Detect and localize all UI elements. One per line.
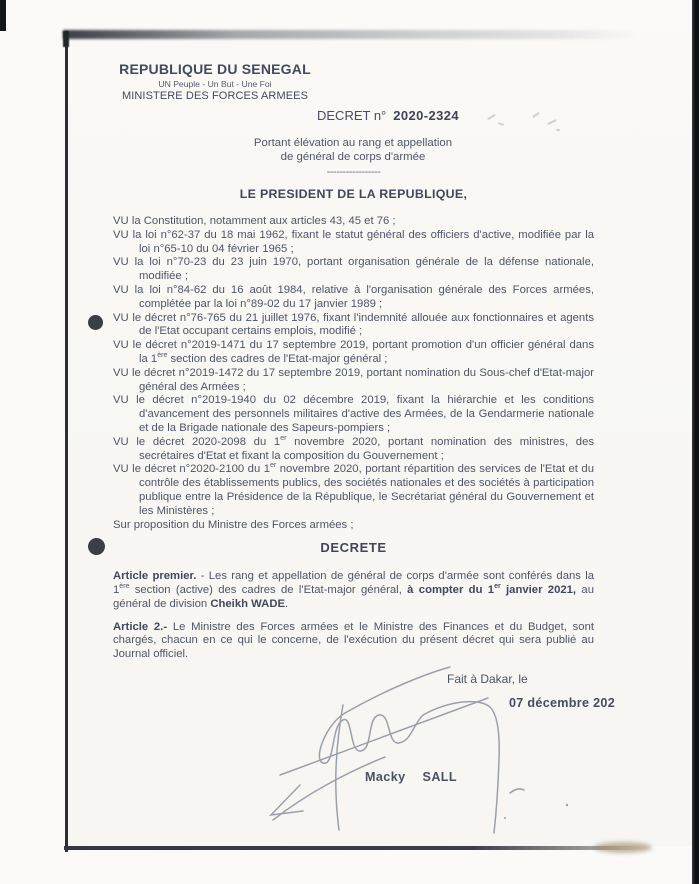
scanner-right-edge (692, 0, 699, 884)
decree-subject (238, 137, 468, 164)
visa-list (113, 215, 594, 519)
proposition-line: Sur proposition du Ministre des Forces armées ; (113, 518, 354, 531)
visa-item: VU la loi n°84-62 du 16 août 1984, relative à l'organisation générale des Forces armées, complétée par la loi n°89-02 du 17 janvier 1989 ; (113, 283, 594, 310)
visa-item: VU le décret n°2019-1472 du 17 septembre 2019, portant nomination du Sous-chef d'Etat-major général des Armées ; (113, 366, 594, 393)
subject-line-1: Portant élévation au rang et appellation (253, 137, 453, 149)
visa-item: VU le décret n°76-765 du 21 juillet 1976, fixant l'indemnité allouée aux fonctionnaires et agents de l'Etat occupant certains emplois, modifié ; (113, 311, 594, 338)
article-paragraph: Article 2.- Le Ministre des Forces armées et le Ministre des Finances et du Budget, sont chargés, chacun en ce qui le concerne, de l'exécution du présent décret qui sera publié au Journal officiel. (113, 620, 595, 661)
scanner-corner-bar (0, 0, 6, 31)
signature-date: 07 décembre 202 (509, 696, 616, 710)
page-bottom-edge (64, 846, 646, 850)
decree-number-line (317, 108, 459, 123)
signer-first-name: Macky (365, 770, 406, 784)
letterhead (119, 61, 311, 102)
visa-item: VU la Constitution, notamment aux articles 43, 45 et 76 ; (113, 215, 396, 227)
national-motto: UN Peuple - Un But - Une Foi (158, 79, 272, 89)
handwritten-signature (263, 663, 593, 845)
ministry-name: MINISTERE DES FORCES ARMEES (121, 90, 309, 102)
visa-item: VU le décret n°2019-1471 du 17 septembre 2019, portant promotion d'un officier général dans la 1ère section des cadres de l'Etat-major général ; (113, 339, 594, 365)
republic-title: REPUBLIQUE DU SENEGAL (119, 61, 311, 77)
signer-last-name: SALL (422, 770, 457, 784)
punch-hole (88, 538, 105, 555)
visa-item: VU le décret n°2019-1940 du 02 décembre 2019, fixant la hiérarchie et les conditions d'avancement des personnels militaires d'active des Armées, de la Gendarmerie nationale et de la Brigade nationale des Sapeurs-pompiers ; (113, 394, 594, 434)
visa-item: VU le décret 2020-2098 du 1er novembre 2020, portant nomination des ministres, des secrétaires d'Etat et fixant la composition du Gouvernement ; (113, 434, 594, 462)
decree-body (113, 215, 594, 671)
visa-item: VU la loi n°70-23 du 23 juin 1970, portant organisation générale de la défense nationale, modifiée ; (113, 256, 594, 283)
bottom-edge-smudge (594, 842, 652, 853)
article-list (113, 570, 594, 662)
dashed-separator: ----------------- (326, 166, 381, 178)
decrete-heading: DECRETE (320, 540, 387, 556)
decree-label: DECRET n° (317, 108, 387, 123)
decree-number: 2020-2324 (393, 108, 460, 123)
place-and-date-label: Fait à Dakar, le (447, 672, 528, 686)
page-left-edge-top (63, 31, 69, 47)
president-heading: LE PRESIDENT DE LA REPUBLIQUE, (239, 187, 468, 201)
page-top-edge-shadow (63, 30, 638, 39)
visa-item: VU la loi n°62-37 du 18 mai 1962, fixant le statut général des officiers d'active, modifiée par la loi n°65-10 du 04 février 1965 ; (113, 228, 594, 255)
visa-item: VU le décret n°2020-2100 du 1er novembre 2020, portant répartition des services de l'Etat et du contrôle des établissements publics, des sociétés nationales et des sociétés à participation publique entre la Présidence de la République, le Secrétariat général du Gouvernement et les Ministères ; (113, 462, 594, 517)
page-left-edge (65, 31, 68, 852)
article-paragraph: Article premier. - Les rang et appellation de général de corps d'armée sont conférés dans la 1ère section (active) des cadres de l'Etat-major général, à compter du 1er janvier 2021, au général de division Cheikh WADE. (113, 570, 595, 610)
punch-hole (88, 315, 103, 330)
signer-name (365, 770, 457, 784)
subject-line-2: de général de corps d'armée (280, 150, 426, 163)
